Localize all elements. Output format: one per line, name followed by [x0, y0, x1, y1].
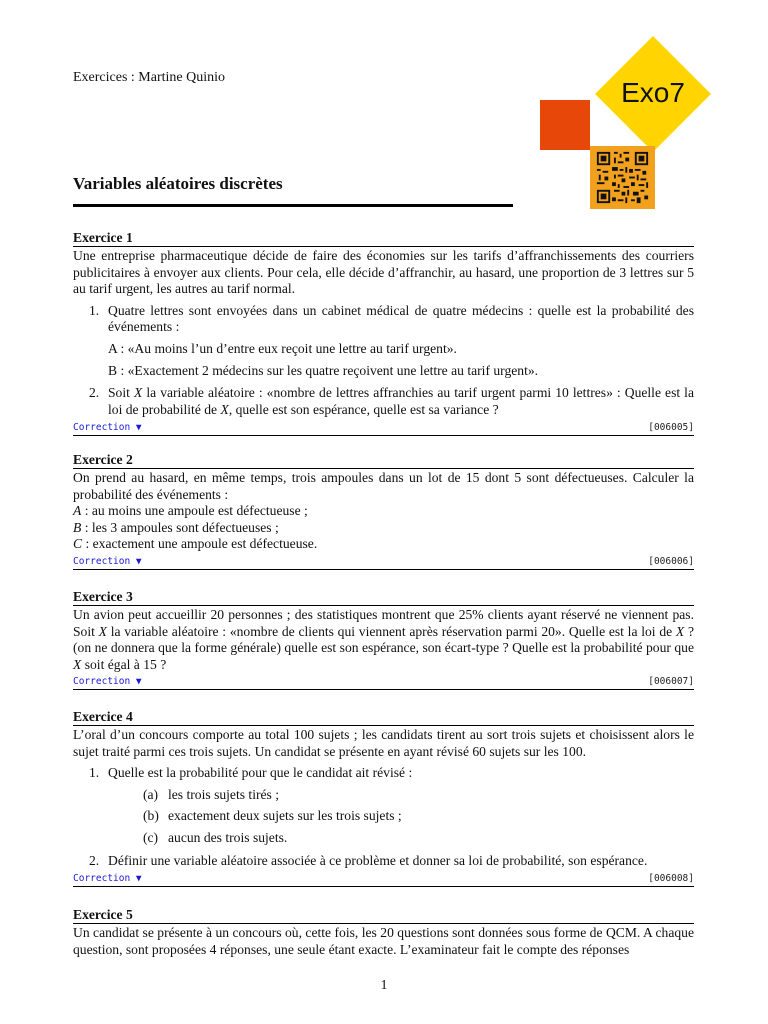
exercise-ref: [006007] [648, 676, 694, 688]
footer-rule [73, 689, 694, 690]
correction-link[interactable]: Correction ▼ [73, 676, 142, 688]
text-run: la variable aléatoire : «nombre de clients qui viennent après réservation parmi 20». Quelle est la loi de [106, 623, 676, 639]
math-var: B [73, 519, 82, 535]
item-number: 2. [89, 852, 100, 868]
item-number: 2. [89, 385, 100, 401]
title-divider [73, 204, 513, 207]
sub-item-text: aucun des trois sujets. [168, 829, 288, 845]
sub-list [143, 787, 694, 847]
exercise-ref: [006008] [648, 873, 694, 885]
text-run: Un avion peut accueillir 20 personnes ; des statistiques montrent que 25% clients ayant réservé ne viennent pas. Soit [73, 607, 694, 639]
event-line [73, 536, 694, 553]
list-item [89, 853, 694, 870]
exercise-intro: L’oral d’un concours comporte au total 100 sujets ; les candidats tirent au sort trois sujets et choisissent alors le sujet traité parmi ces trois sujets. Un candidat se présente en ayant révisé 60 sujets sur les 100. [73, 727, 694, 759]
question-list [89, 765, 694, 869]
math-var: X [133, 385, 143, 401]
sub-item-text: les trois sujets tirés ; [168, 786, 280, 802]
sub-item [143, 787, 694, 804]
sub-item-number: (b) [143, 808, 159, 824]
document-title: Variables aléatoires discrètes [73, 174, 283, 193]
exercise-rule [73, 923, 694, 924]
exercise-2 [73, 452, 694, 570]
item-number: 1. [89, 302, 100, 318]
sub-item-number: (a) [143, 786, 159, 802]
logo-orange-square [540, 100, 590, 150]
math-var: A [73, 503, 82, 519]
event-line [73, 520, 694, 537]
correction-link[interactable]: Correction ▼ [73, 873, 142, 885]
exercise-title: Exercice 1 [73, 230, 133, 245]
footer-rule [73, 886, 694, 887]
text-run: la variable aléatoire : «nombre de lettres affranchies au tarif urgent parmi 10 lettres» : Quelle est la loi de probabilité de [108, 385, 694, 417]
footer-rule [73, 569, 694, 570]
exercise-title: Exercice 4 [73, 709, 133, 724]
correction-link[interactable]: Correction ▼ [73, 422, 142, 434]
exercise-intro: Une entreprise pharmaceutique décide de faire des économies sur les tarifs d’affranchissements des courriers publicitaires à envoyer aux clients. Pour cela, elle décide d’affranchir, au hasard, une proportion de 3 lettres sur 5 au tarif urgent, les autres au tarif normal. [73, 248, 694, 297]
logo-text: Exo7 [621, 77, 685, 108]
text-run: , quelle est son espérance, quelle est sa variance ? [228, 401, 499, 417]
author-line: Exercices : Martine Quinio [73, 70, 226, 85]
exercise-rule [73, 605, 694, 606]
list-item [89, 385, 694, 418]
list-item [89, 303, 694, 379]
event-line [73, 503, 694, 520]
event-b: B : «Exactement 2 médecins sur les quatre reçoivent une lettre au tarif urgent». [108, 362, 539, 378]
exercise-intro: Un candidat se présente à un concours où, cette fois, les 20 questions sont données sous forme de QCM. A chaque question, sont proposées 4 réponses, une seule étant exacte. L’examinateur fait le compte des réponses [73, 925, 694, 957]
exercise-rule [73, 246, 694, 247]
exercise-4 [73, 709, 694, 887]
exercise-rule [73, 725, 694, 726]
footer-rule [73, 435, 694, 436]
list-item [89, 765, 694, 846]
item-text [108, 385, 694, 418]
question-list [89, 303, 694, 419]
text-run: ? (on ne donnera que la forme générale) quelle est son espérance, son écart-type ? Quelle est la probabilité pour que [73, 623, 694, 656]
sub-item [143, 830, 694, 847]
sub-item [143, 808, 694, 825]
text-run: : les 3 ampoules sont défectueuses ; [81, 519, 279, 535]
qr-code-icon [594, 150, 651, 205]
item-number: 1. [89, 765, 100, 781]
page-number: 1 [380, 978, 388, 993]
exercise-title: Exercice 5 [73, 907, 133, 922]
exercise-ref: [006006] [648, 555, 694, 567]
exercise-1 [73, 230, 694, 436]
exercise-rule [73, 468, 694, 469]
exercise-title: Exercice 3 [73, 589, 133, 604]
sub-item-text: exactement deux sujets sur les trois sujets ; [168, 808, 402, 824]
math-var: C [73, 536, 83, 552]
exercise-text [73, 607, 694, 673]
text-run: Soit [108, 385, 134, 401]
item-text: Quelle est la probabilité pour que le candidat ait révisé : [108, 765, 413, 781]
correction-link[interactable]: Correction ▼ [73, 555, 142, 567]
exercise-title: Exercice 2 [73, 452, 133, 467]
exercise-5 [73, 907, 694, 958]
text-run: : exactement une ampoule est défectueuse. [82, 536, 318, 552]
math-var: X [98, 623, 107, 639]
exercise-3 [73, 589, 694, 690]
math-var: X [675, 623, 685, 639]
text-run: soit égal à 15 ? [81, 656, 167, 672]
sub-item-number: (c) [143, 829, 159, 845]
exercise-intro: On prend au hasard, en même temps, trois ampoules dans un lot de 15 dont 5 sont défectueuses. Calculer la probabilité des événements : [73, 470, 694, 502]
qr-code[interactable] [590, 146, 655, 209]
math-var: X [73, 656, 82, 672]
item-text: Quatre lettres sont envoyées dans un cabinet médical de quatre médecins : quelle est la probabilité des événements : [108, 302, 694, 335]
text-run: : au moins une ampoule est défectueuse ; [81, 503, 308, 519]
math-var: X [220, 401, 229, 417]
event-a: A : «Au moins l’un d’entre eux reçoit une lettre au tarif urgent». [108, 340, 457, 356]
exercise-ref: [006005] [648, 422, 694, 434]
item-text: Définir une variable aléatoire associée à ce problème et donner sa loi de probabilité, son espérance. [108, 852, 648, 868]
exo7-logo[interactable] [595, 36, 711, 152]
